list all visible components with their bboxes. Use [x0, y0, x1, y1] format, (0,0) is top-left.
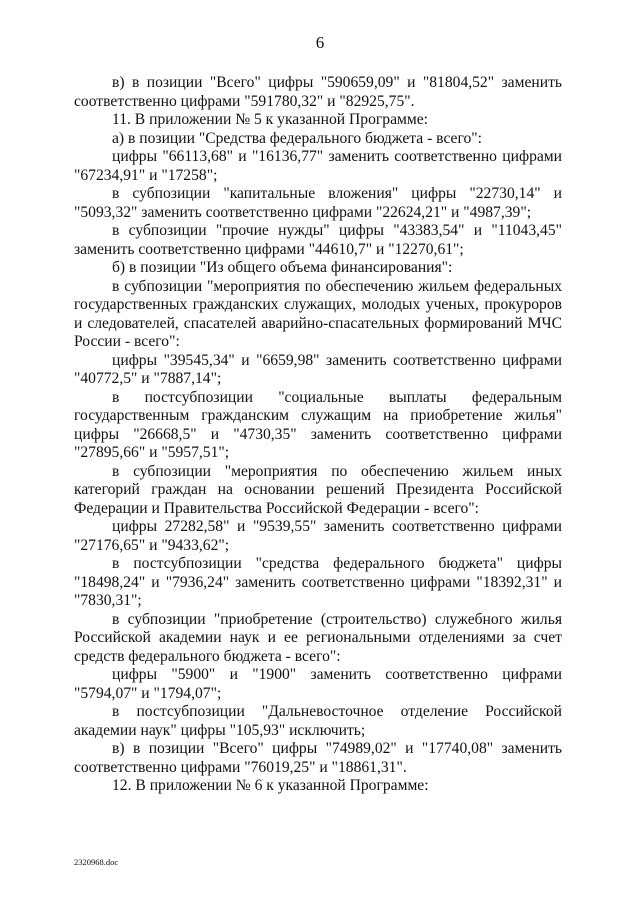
paragraph: в постсубпозиции "средства федерального бюджета" цифры "18498,24" и "7936,24" заменить соответственно цифрами "18392,31" и "7830,31"; [74, 555, 562, 609]
document-filename: 2320968.doc [74, 857, 119, 867]
paragraph: цифры "66113,68" и "16136,77" заменить соответственно цифрами "67234,91" и "17258"; [74, 148, 562, 184]
paragraph: в субпозиции "мероприятия по обеспечению жильем федеральных государственных гражданских служащих, молодых ученых, прокуроров и следователей, спасателей аварийно-спасательных формирований МЧС России - всего": [74, 277, 562, 350]
paragraph: в постсубпозиции "Дальневосточное отделение Российской академии наук" цифры "105,93" исключить; [74, 703, 562, 739]
paragraph: в) в позиции "Всего" цифры "590659,09" и "81804,52" заменить соответственно цифрами "591780,32" и "82925,75". [74, 74, 562, 110]
paragraph: 11. В приложении № 5 к указанной Программе: [112, 111, 428, 128]
paragraph: в) в позиции "Всего" цифры "74989,02" и "17740,08" заменить соответственно цифрами "76019,25" и "18861,31". [74, 740, 562, 776]
paragraph: цифры "5900" и "1900" заменить соответственно цифрами "5794,07" и "1794,07"; [74, 666, 562, 702]
paragraph: в субпозиции "прочие нужды" цифры "43383,54" и "11043,45" заменить соответственно цифрами "44610,7" и "12270,61"; [74, 222, 562, 258]
paragraph: в субпозиции "капитальные вложения" цифры "22730,14" и "5093,32" заменить соответственно цифрами "22624,21" и "4987,39"; [74, 185, 562, 221]
document-body [74, 74, 562, 796]
paragraph: 12. В приложении № 6 к указанной Программе: [112, 777, 429, 794]
page-number: 6 [315, 33, 325, 52]
paragraph: б) в позиции "Из общего объема финансирования": [112, 259, 453, 276]
paragraph: в субпозиции "мероприятия по обеспечению жильем иных категорий граждан на основании решений Президента Российской Федерации и Правительства Российской Федерации - всего": [74, 462, 562, 517]
paragraph: в постсубпозиции "социальные выплаты федеральным государственным гражданским служащим на приобретение жилья" цифры "26668,5" и "4730,35" заменить соответственно цифрами "27895,66" и "5957,51"; [74, 388, 562, 461]
paragraph: в субпозиции "приобретение (строительство) служебного жилья Российской академии наук и ее региональными отделениями за счет средств федерального бюджета - всего": [74, 610, 562, 665]
paragraph: цифры "39545,34" и "6659,98" заменить соответственно цифрами "40772,5" и "7887,14"; [74, 351, 562, 387]
paragraph: цифры 27282,58" и "9539,55" заменить соответственно цифрами "27176,65" и "9433,62"; [74, 518, 562, 554]
paragraph: а) в позиции "Средства федерального бюджета - всего": [112, 129, 482, 147]
